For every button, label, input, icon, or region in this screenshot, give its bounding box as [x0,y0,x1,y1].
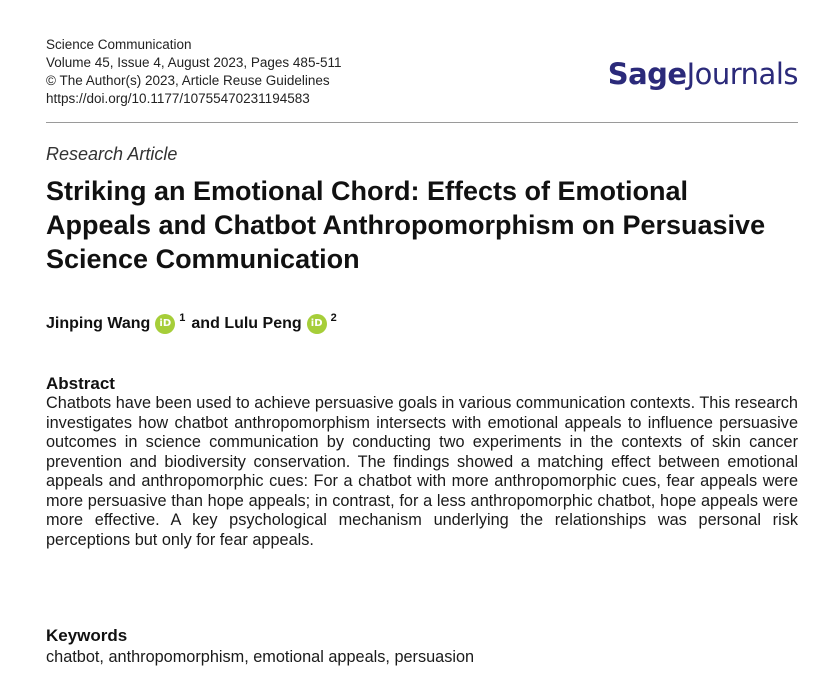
author-name[interactable]: Jinping Wang [46,315,151,332]
author-list [46,314,343,334]
abstract-section [46,374,798,550]
keywords-heading: Keywords [46,626,128,645]
orcid-icon[interactable]: iD [307,314,327,334]
orcid-icon[interactable]: iD [155,314,175,334]
abstract-text: Chatbots have been used to achieve persuasive goals in various communication contexts. This research investigates how chatbot anthropomorphism intersects with emotional appeals to influence persuasive outcomes in science communication by conducting two experiments in the contexts of skin cancer prevention and biodiversity conservation. The findings showed a matching effect between emotional appeals and anthropomorphic cues: For a chatbot with more anthropomorphic cues, fear appeals were more persuasive than hope appeals; in contrast, for a less anthropomorphic chatbot, hope appeals were more effective. A key psychological mechanism underlying the relationships was personal risk perceptions but only for fear appeals. [46,394,798,549]
author-connector: and [191,315,220,332]
brand-part-sage: Sage [607,57,687,91]
affiliation-marker[interactable]: 2 [330,312,337,324]
article-type: Research Article [46,144,178,164]
keywords-section [46,626,798,668]
sage-journals-logo[interactable] [608,57,798,91]
copyright-line[interactable]: © The Author(s) 2023, Article Reuse Guidelines [46,73,330,88]
publication-meta [46,36,341,108]
journal-name[interactable]: Science Communication [46,37,192,52]
affiliation-marker[interactable]: 1 [179,312,186,324]
abstract-heading: Abstract [46,374,115,393]
header-divider [46,122,798,123]
author-name[interactable]: Lulu Peng [224,315,302,332]
brand-part-journals: Journals [686,57,798,91]
article-title: Striking an Emotional Chord: Effects of Emotional Appeals and Chatbot Anthropomorphism on Persuasive Science Communication [46,176,766,274]
doi-link[interactable]: https://doi.org/10.1177/10755470231194583 [46,91,310,106]
keywords-text: chatbot, anthropomorphism, emotional appeals, persuasion [46,648,475,666]
article-page [46,0,798,690]
issue-info: Volume 45, Issue 4, August 2023, Pages 485-511 [46,55,342,70]
